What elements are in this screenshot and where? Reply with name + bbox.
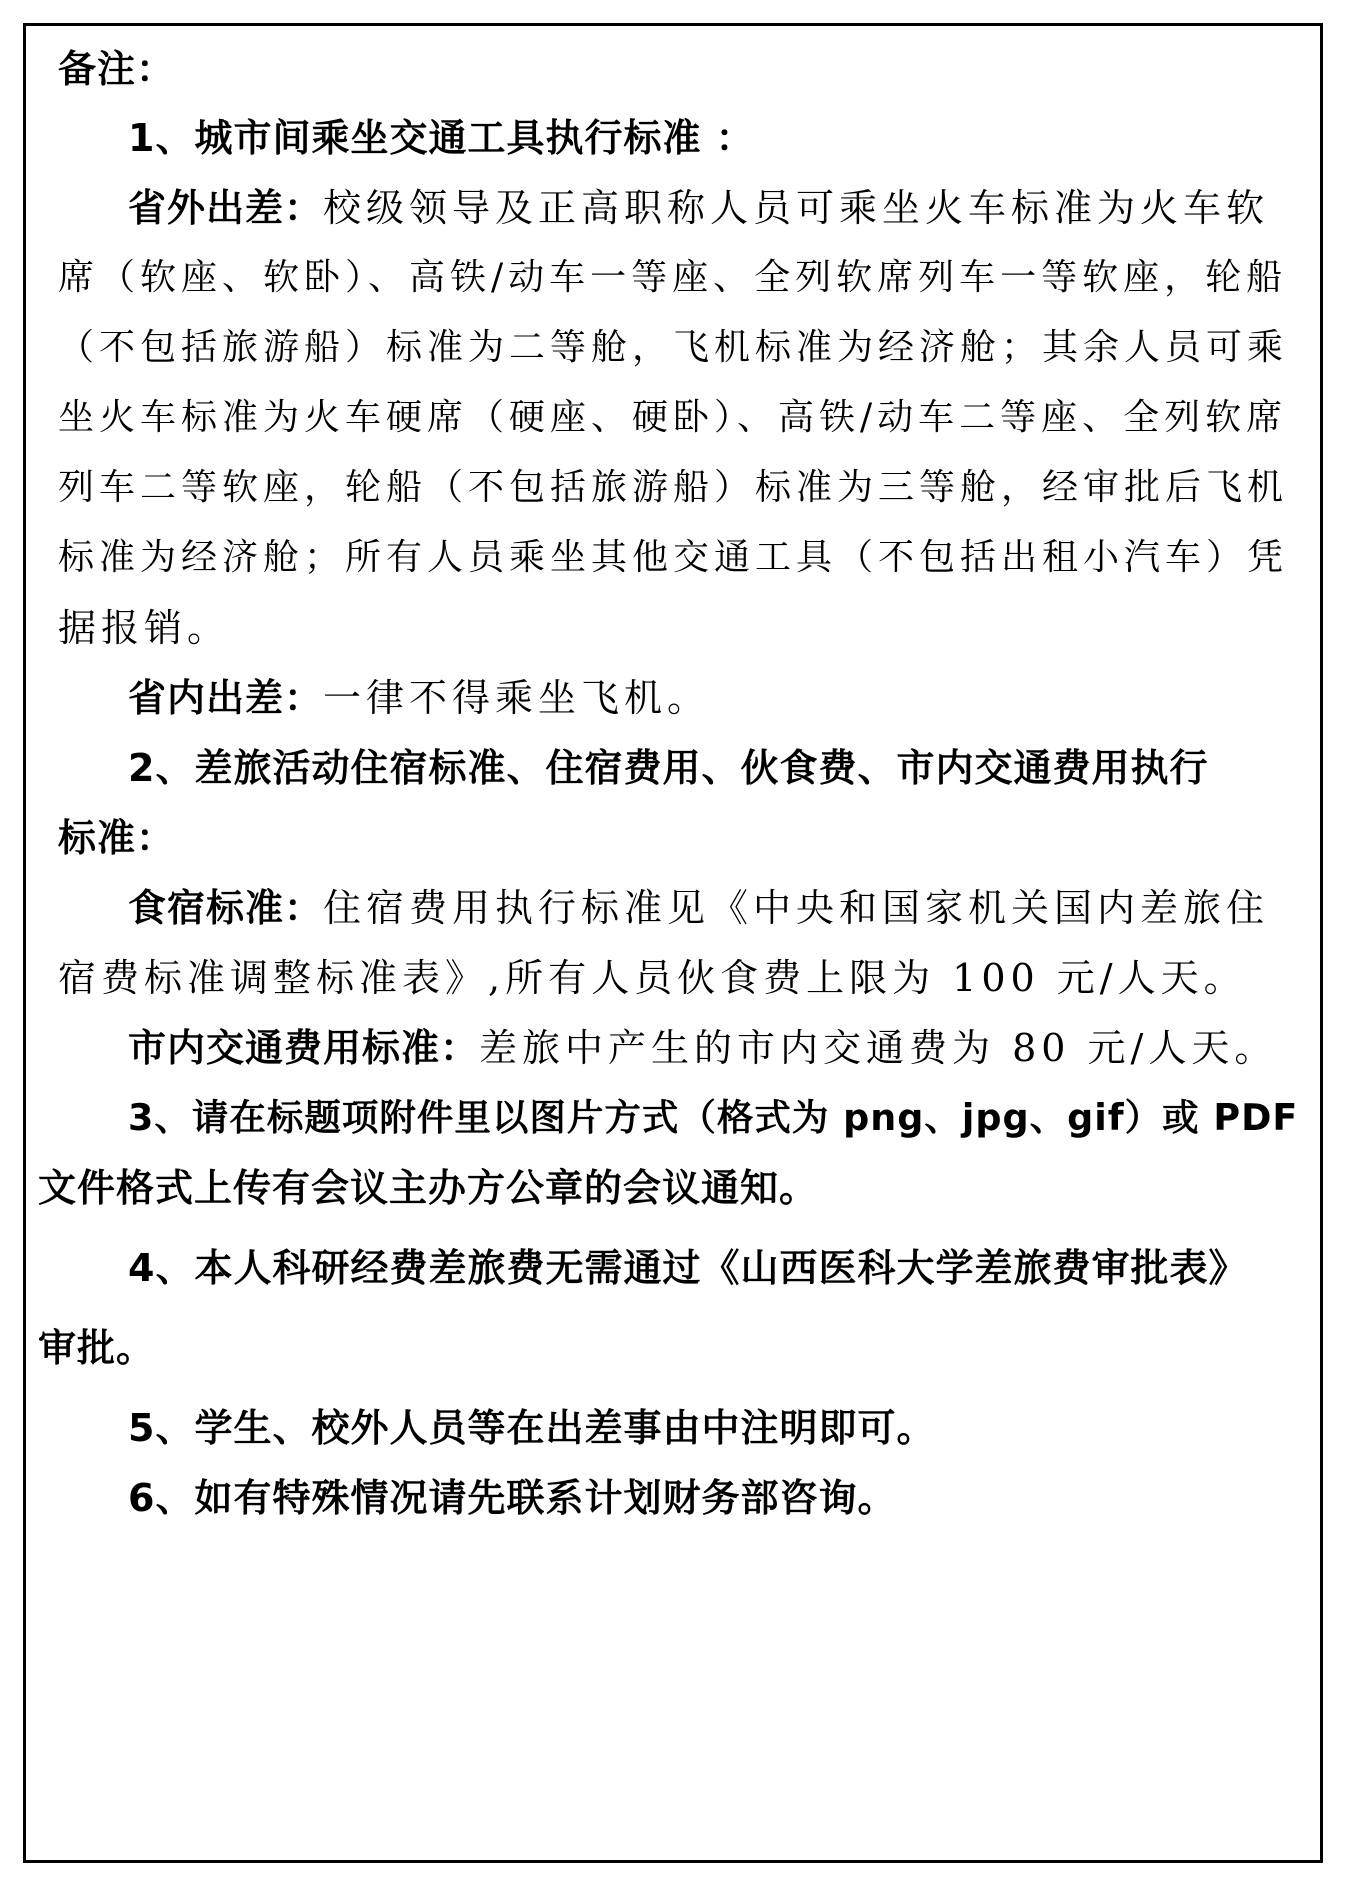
item1-out-line-4: 坐火车标准为火车硬席（硬座、硬卧）、高铁/动车二等座、全列软席 [58, 397, 1288, 438]
item2-food-label: 食宿标准： [128, 886, 324, 930]
item2-transport-text: 差旅中产生的市内交通费为 80 元/人天。 [479, 1026, 1278, 1070]
item1-in-text: 一律不得乘坐飞机。 [323, 676, 711, 720]
item1-out-label: 省外出差： [128, 186, 324, 230]
item6-line: 6、如有特殊情况请先联系计划财务部咨询。 [128, 1476, 897, 1520]
item2-transport-label: 市内交通费用标准： [128, 1026, 480, 1070]
item1-out-text-1: 校级领导及正高职称人员可乘坐火车标准为火车软 [323, 186, 1270, 230]
item1-out-line-3: （不包括旅游船）标准为二等舱，飞机标准为经济舱；其余人员可乘 [58, 327, 1289, 368]
notes-heading: 备注： [58, 47, 176, 91]
item1-out-line-5: 列车二等软座，轮船（不包括旅游船）标准为三等舱，经审批后飞机 [58, 467, 1289, 508]
item1-out-line-1 [128, 183, 1269, 233]
item1-out-line-2: 席（软座、软卧）、高铁/动车一等座、全列软席列车一等软座，轮船 [58, 257, 1288, 298]
item2-transport-line [128, 1023, 1277, 1073]
item1-out-line-6: 标准为经济舱；所有人员乘坐其他交通工具（不包括出租小汽车）凭 [58, 537, 1289, 578]
item1-out-line-7: 据报销。 [58, 606, 231, 650]
item1-in-line [128, 673, 710, 723]
item2-food-line-1 [128, 883, 1269, 933]
item3-line-2: 文件格式上传有会议主办方公章的会议通知。 [38, 1166, 819, 1210]
item2-title-line-1: 2、差旅活动住宿标准、住宿费用、伙食费、市内交通费用执行 [128, 746, 1209, 790]
item3-line-1: 3、请在标题项附件里以图片方式（格式为 png、jpg、gif）或 PDF [128, 1096, 1299, 1139]
item1-in-label: 省内出差： [128, 676, 324, 720]
item2-food-text-1: 住宿费用执行标准见《中央和国家机关国内差旅住 [323, 886, 1270, 930]
item2-food-line-2: 宿费标准调整标准表》,所有人员伙食费上限为 100 元/人天。 [58, 956, 1247, 1000]
item2-title-line-2: 标准： [58, 816, 176, 860]
item1-title: 1、城市间乘坐交通工具执行标准 ： [128, 116, 755, 160]
item4-line-2: 审批。 [38, 1326, 156, 1370]
item4-line-1: 4、本人科研经费差旅费无需通过《山西医科大学差旅费审批表》 [128, 1246, 1248, 1290]
item5-line: 5、学生、校外人员等在出差事由中注明即可。 [128, 1406, 936, 1450]
